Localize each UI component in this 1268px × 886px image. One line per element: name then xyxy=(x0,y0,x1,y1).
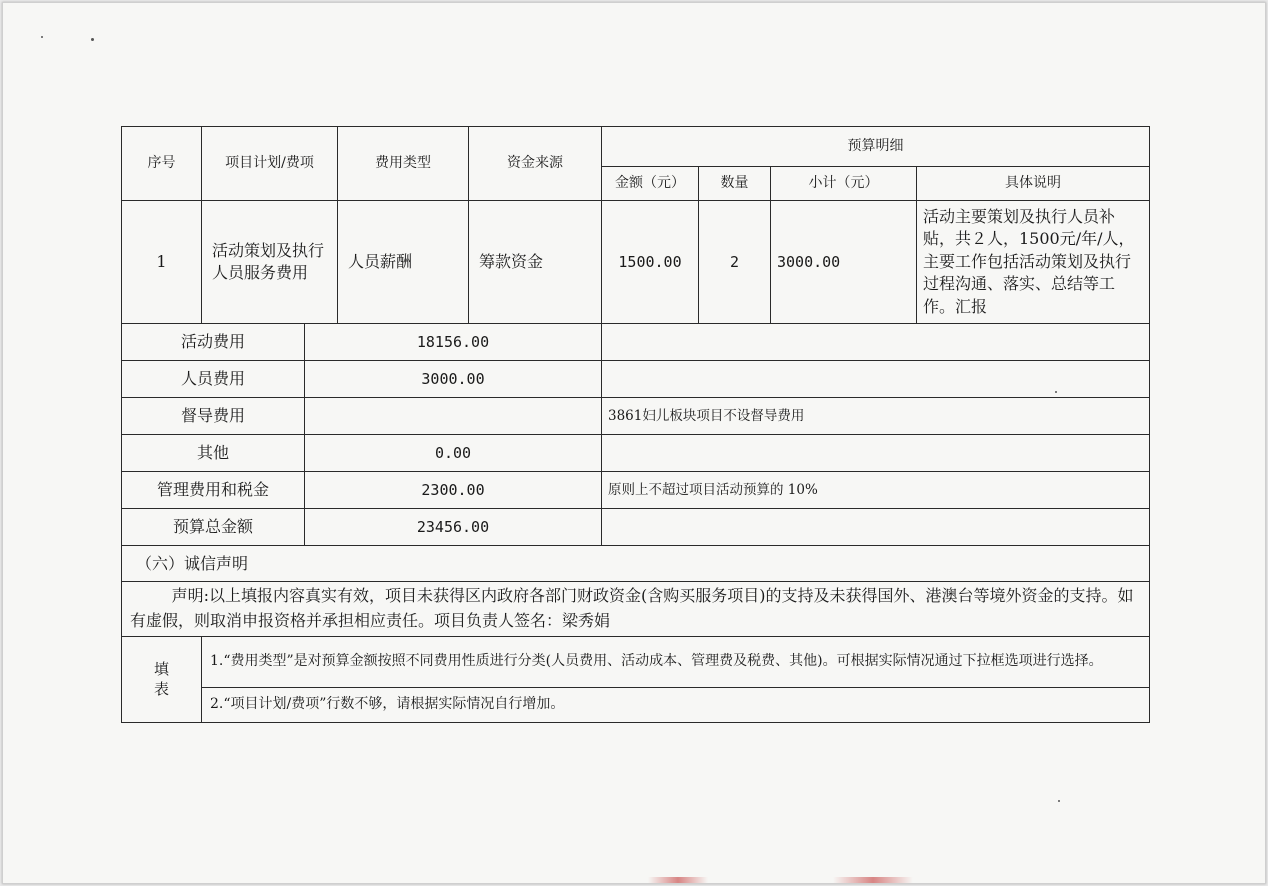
scan-speck xyxy=(41,36,43,38)
summary-row xyxy=(122,472,1150,509)
summary-value: 3000.00 xyxy=(305,361,602,398)
summary-row xyxy=(122,398,1150,435)
stamp-fragment xyxy=(648,877,708,883)
scanned-page xyxy=(2,2,1266,884)
row1-subtotal: 3000.00 xyxy=(771,201,917,324)
summary-label: 其他 xyxy=(122,435,305,472)
summary-value: 2300.00 xyxy=(305,472,602,509)
summary-label: 管理费用和税金 xyxy=(122,472,305,509)
summary-row xyxy=(122,435,1150,472)
summary-value: 0.00 xyxy=(305,435,602,472)
header-amount: 金额（元） xyxy=(602,167,699,201)
row1-amount: 1500.00 xyxy=(602,201,699,324)
integrity-title: （六）诚信声明 xyxy=(122,546,1150,582)
summary-label: 预算总金额 xyxy=(122,509,305,546)
summary-label: 人员费用 xyxy=(122,361,305,398)
header-cost-type: 费用类型 xyxy=(338,127,469,201)
scan-speck xyxy=(91,38,94,41)
summary-row xyxy=(122,509,1150,546)
row1-item: 活动策划及执行人员服务费用 xyxy=(202,201,338,324)
summary-row xyxy=(122,324,1150,361)
header-budget-detail: 预算明细 xyxy=(602,127,1150,167)
row1-fund-source: 筹款资金 xyxy=(469,201,602,324)
row1-seq: 1 xyxy=(122,201,202,324)
stamp-fragment xyxy=(833,877,913,883)
fill-note-1: 1.“费用类型”是对预算金额按照不同费用性质进行分类(人员费用、活动成本、管理费及税费、其他)。可根据实际情况通过下拉框选项进行选择。 xyxy=(202,636,1150,687)
fill-notes-label-bottom: 表 xyxy=(153,680,169,699)
table-row xyxy=(122,201,1150,324)
summary-row xyxy=(122,361,1150,398)
fill-notes-label-top: 填 xyxy=(153,659,169,678)
scan-speck xyxy=(1058,800,1060,802)
header-item: 项目计划/费项 xyxy=(202,127,338,201)
summary-label: 活动费用 xyxy=(122,324,305,361)
summary-note xyxy=(602,361,1150,398)
fill-notes-label xyxy=(122,636,202,722)
summary-note: 原则上不超过项目活动预算的 10% xyxy=(602,472,1150,509)
summary-value: 23456.00 xyxy=(305,509,602,546)
summary-value: 18156.00 xyxy=(305,324,602,361)
row1-quantity: 2 xyxy=(699,201,771,324)
header-description: 具体说明 xyxy=(917,167,1150,201)
header-fund-source: 资金来源 xyxy=(469,127,602,201)
summary-note xyxy=(602,509,1150,546)
row1-description: 活动主要策划及执行人员补贴，共２人，1500元/年/人，主要工作包括活动策划及执行过程沟通、落实、总结等工作。汇报 xyxy=(917,201,1150,324)
header-subtotal: 小计（元） xyxy=(771,167,917,201)
header-quantity: 数量 xyxy=(699,167,771,201)
row1-cost-type: 人员薪酬 xyxy=(338,201,469,324)
header-seq: 序号 xyxy=(122,127,202,201)
summary-note xyxy=(602,435,1150,472)
fill-note-2: 2.“项目计划/费项”行数不够，请根据实际情况自行增加。 xyxy=(202,687,1150,722)
summary-label: 督导费用 xyxy=(122,398,305,435)
summary-note: 3861妇儿板块项目不设督导费用 xyxy=(602,398,1150,435)
summary-note xyxy=(602,324,1150,361)
budget-table xyxy=(121,126,1150,723)
integrity-statement: 声明:以上填报内容真实有效，项目未获得区内政府各部门财政资金(含购买服务项目)的支持及未获得国外、港澳台等境外资金的支持。如有虚假，则取消申报资格并承担相应责任。项目负责人签名：梁秀娟 xyxy=(122,582,1150,637)
summary-value xyxy=(305,398,602,435)
